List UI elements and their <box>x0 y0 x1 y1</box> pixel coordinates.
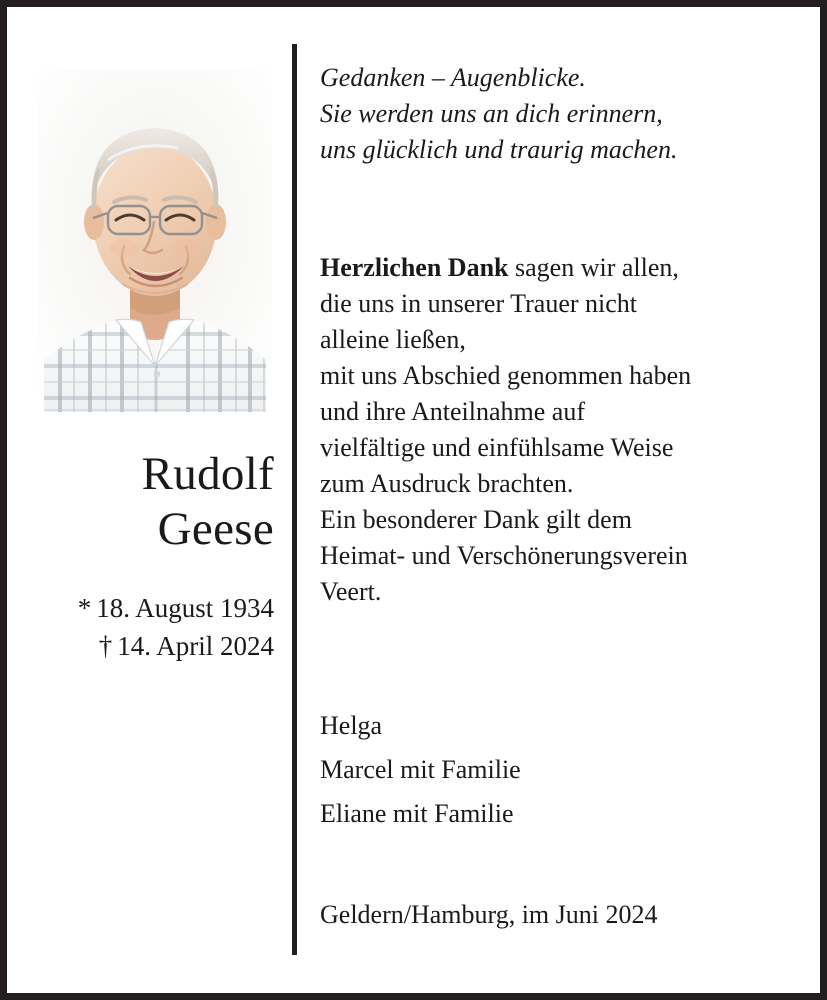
portrait-illustration <box>38 70 272 412</box>
thanks-line: und ihre Anteilnahme auf <box>320 397 585 426</box>
thanks-line: die uns in unserer Trauer nicht <box>320 289 638 318</box>
signer-line: Helga <box>320 711 383 740</box>
signers-list <box>320 704 810 836</box>
place-and-date: Geldern/Hamburg, im Juni 2024 <box>320 900 658 929</box>
thanks-line: Ein besonderer Dank gilt dem <box>320 505 632 534</box>
epigraph-quote <box>320 60 810 168</box>
epigraph-line: uns glücklich und traurig machen. <box>320 135 678 164</box>
death-date-value: 14. April 2024 <box>117 631 274 661</box>
deceased-last-name: Geese <box>157 503 274 555</box>
birth-date-value: 18. August 1934 <box>96 593 274 623</box>
deceased-first-name: Rudolf <box>141 448 274 500</box>
right-column <box>297 7 827 993</box>
thanks-line: zum Ausdruck brachten. <box>320 469 574 498</box>
death-cross-icon: † <box>98 631 113 661</box>
thanks-line: vielfältige und einfühlsame Weise <box>320 433 674 462</box>
signer-line: Eliane mit Familie <box>320 799 514 828</box>
thanks-line: mit uns Abschied genommen haben <box>320 361 692 390</box>
epigraph-line: Sie werden uns an dich erinnern, <box>320 99 663 128</box>
birth-date-line <box>7 589 274 627</box>
thanks-lead-rest: sagen wir allen, <box>508 253 679 282</box>
epigraph-line: Gedanken – Augenblicke. <box>320 63 586 92</box>
thanks-first-line <box>320 250 815 286</box>
portrait-photo <box>38 70 272 412</box>
life-dates <box>7 589 274 665</box>
thanks-line: Heimat- und Verschönerungsverein <box>320 541 688 570</box>
thanks-line: alleine ließen, <box>320 325 466 354</box>
signer-line: Marcel mit Familie <box>320 755 521 784</box>
thanks-lead-bold: Herzlichen Dank <box>320 253 509 282</box>
left-column <box>7 7 292 993</box>
deceased-name <box>7 447 274 557</box>
thanks-paragraph <box>320 250 815 610</box>
birth-star-icon: * <box>77 593 92 623</box>
death-date-line <box>7 627 274 665</box>
thanks-line: Veert. <box>320 577 382 606</box>
